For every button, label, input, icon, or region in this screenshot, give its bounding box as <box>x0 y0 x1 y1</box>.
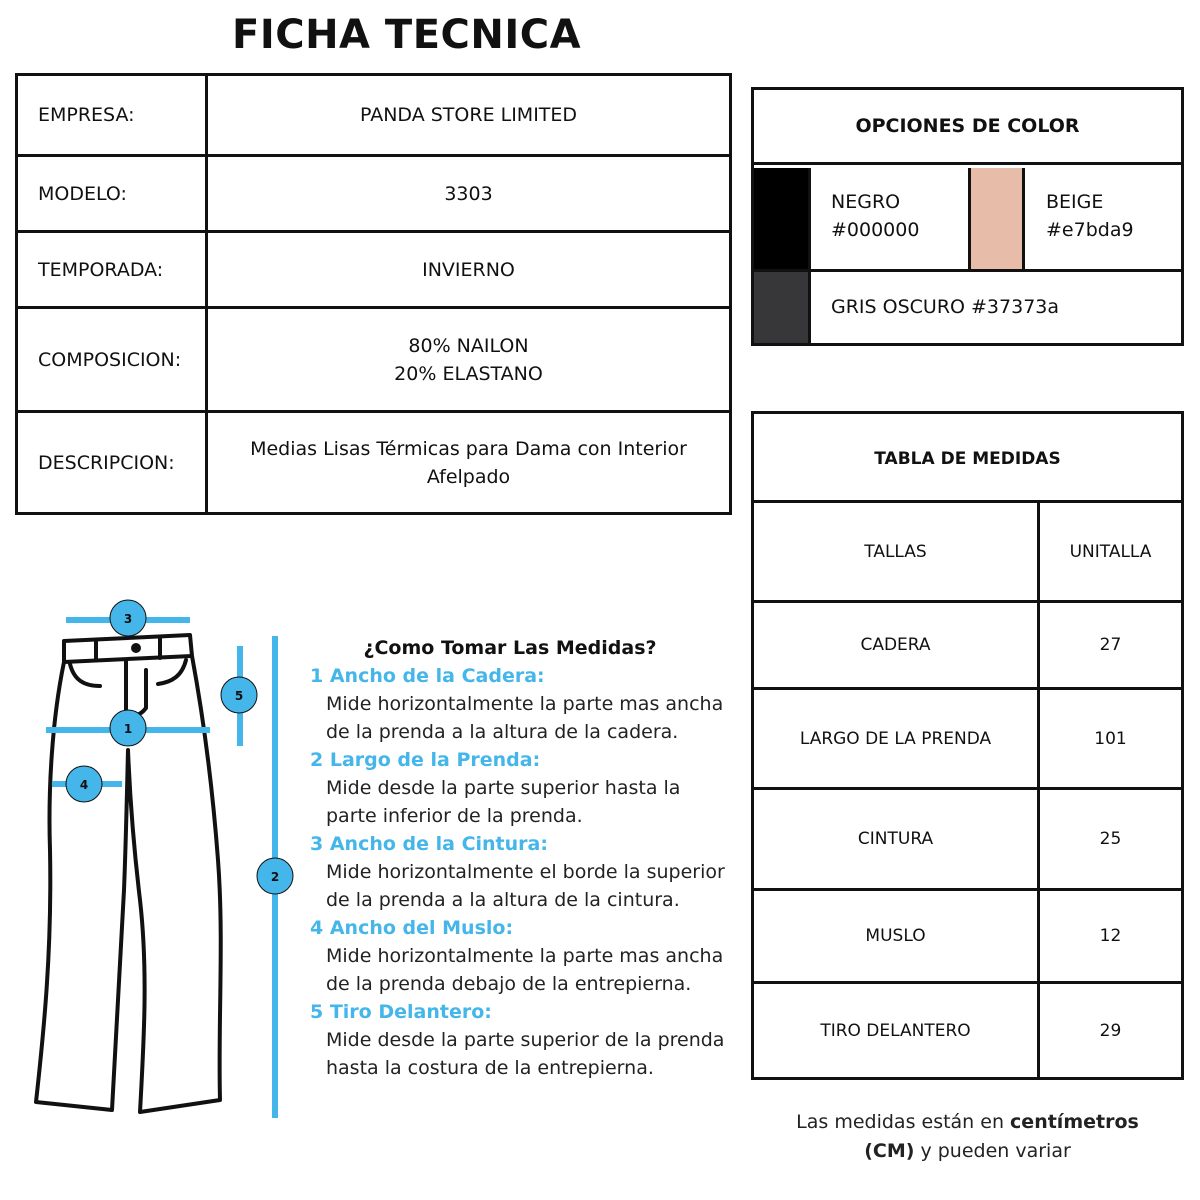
color-swatch-negro <box>754 168 811 272</box>
color-swatch-beige <box>968 168 1025 272</box>
marker-3-icon <box>110 600 146 636</box>
marker-4-icon <box>66 766 102 802</box>
measurement-table-header: TABLA DE MEDIDAS <box>874 448 1061 469</box>
marker-5-icon <box>221 677 257 713</box>
info-value-descripcion <box>208 413 729 512</box>
note-bold-unit: centímetros <box>1010 1111 1139 1133</box>
color-label-gris-oscuro: GRIS OSCURO #37373a <box>831 296 1060 318</box>
table-row <box>18 410 729 512</box>
info-label-empresa: EMPRESA: <box>18 76 208 154</box>
color-name: NEGRO <box>831 191 901 213</box>
measure-value: 25 <box>1099 829 1122 849</box>
color-options-header: OPCIONES DE COLOR <box>754 90 1181 165</box>
info-value-text: INVIERNO <box>422 258 515 281</box>
color-label-beige <box>1046 188 1134 244</box>
step-title: 5 Tiro Delantero: <box>310 1001 492 1023</box>
note-suffix: y pueden variar <box>914 1140 1071 1162</box>
pants-measurement-diagram <box>0 590 310 1130</box>
info-label-composicion: COMPOSICION: <box>18 309 208 410</box>
composition-line: 20% ELASTANO <box>394 362 543 385</box>
table-row <box>754 981 1181 1077</box>
measure-name: MUSLO <box>754 891 1040 981</box>
color-hex: #e7bda9 <box>1046 219 1134 241</box>
step-title: 4 Ancho del Muslo: <box>310 917 514 939</box>
divider <box>811 269 1181 272</box>
marker-label: 3 <box>123 612 133 626</box>
info-value-text: PANDA STORE LIMITED <box>359 104 578 126</box>
measure-value: 12 <box>1099 926 1122 946</box>
marker-label: 1 <box>123 722 133 736</box>
step-desc: Mide horizontalmente el borde la superior <box>326 861 725 883</box>
table-row <box>754 888 1181 981</box>
product-info-table <box>15 73 732 515</box>
step-desc: Mide desde la parte superior hasta la <box>326 777 681 799</box>
marker-1-icon <box>110 710 146 746</box>
step-title: 2 Largo de la Prenda: <box>310 749 541 771</box>
marker-label: 4 <box>79 778 89 792</box>
marker-2-icon <box>257 858 293 894</box>
step-desc: de la prenda a la altura de la cadera. <box>326 721 679 743</box>
note-bold-abbrev: (CM) <box>864 1140 915 1162</box>
column-header-tallas: TALLAS <box>754 503 1040 600</box>
step-title: 1 Ancho de la Cadera: <box>310 665 545 687</box>
info-value-temporada <box>208 233 729 306</box>
marker-label: 2 <box>270 870 280 884</box>
step-desc: Mide desde la parte superior de la prenda <box>326 1029 725 1051</box>
step-desc: parte inferior de la prenda. <box>326 805 583 827</box>
description-line: Medias Lisas Térmicas para Dama con Interior <box>250 437 687 460</box>
color-label-negro <box>831 188 919 244</box>
step-title: 3 Ancho de la Cintura: <box>310 833 548 855</box>
color-name: BEIGE <box>1046 191 1104 213</box>
info-value-text: 3303 <box>444 182 493 205</box>
instructions-title: ¿Como Tomar Las Medidas? <box>363 637 657 659</box>
table-row <box>18 154 729 230</box>
info-value-composicion <box>208 309 729 410</box>
table-row <box>18 76 729 154</box>
color-options-table <box>751 87 1184 346</box>
measurement-table <box>751 411 1184 1080</box>
measure-name: LARGO DE LA PRENDA <box>754 690 1040 787</box>
pants-outline-icon <box>36 635 221 1112</box>
measure-value: 29 <box>1099 1020 1122 1041</box>
table-header-row <box>754 500 1181 600</box>
info-label-descripcion: DESCRIPCION: <box>18 413 208 512</box>
measure-value: 27 <box>1099 635 1122 655</box>
measuring-instructions <box>310 634 740 1082</box>
table-row <box>18 230 729 306</box>
measure-value: 101 <box>1094 728 1127 749</box>
step-desc: de la prenda debajo de la entrepierna. <box>326 973 692 995</box>
note-prefix: Las medidas están en <box>796 1111 1011 1133</box>
composition-line: 80% NAILON <box>408 334 529 357</box>
step-desc: hasta la costura de la entrepierna. <box>326 1057 654 1079</box>
table-row <box>18 306 729 410</box>
step-desc: de la prenda a la altura de la cintura. <box>326 889 680 911</box>
description-line: Afelpado <box>426 465 511 488</box>
units-note <box>760 1108 1175 1166</box>
marker-label: 5 <box>234 689 244 703</box>
info-label-modelo: MODELO: <box>18 157 208 230</box>
measure-name: CINTURA <box>754 790 1040 888</box>
step-desc: Mide horizontalmente la parte mas ancha <box>326 693 724 715</box>
color-swatch-gris-oscuro <box>754 272 811 343</box>
table-row <box>754 600 1181 687</box>
step-desc: Mide horizontalmente la parte mas ancha <box>326 945 724 967</box>
info-value-modelo <box>208 157 729 230</box>
table-row <box>754 687 1181 787</box>
info-label-temporada: TEMPORADA: <box>18 233 208 306</box>
info-value-empresa <box>208 76 729 154</box>
column-header-unitalla: UNITALLA <box>1069 541 1152 562</box>
measure-name: TIRO DELANTERO <box>754 984 1040 1077</box>
color-hex: #000000 <box>831 219 920 241</box>
table-row <box>754 787 1181 888</box>
measure-name: CADERA <box>754 603 1040 687</box>
page-title: FICHA TECNICA <box>232 12 582 58</box>
